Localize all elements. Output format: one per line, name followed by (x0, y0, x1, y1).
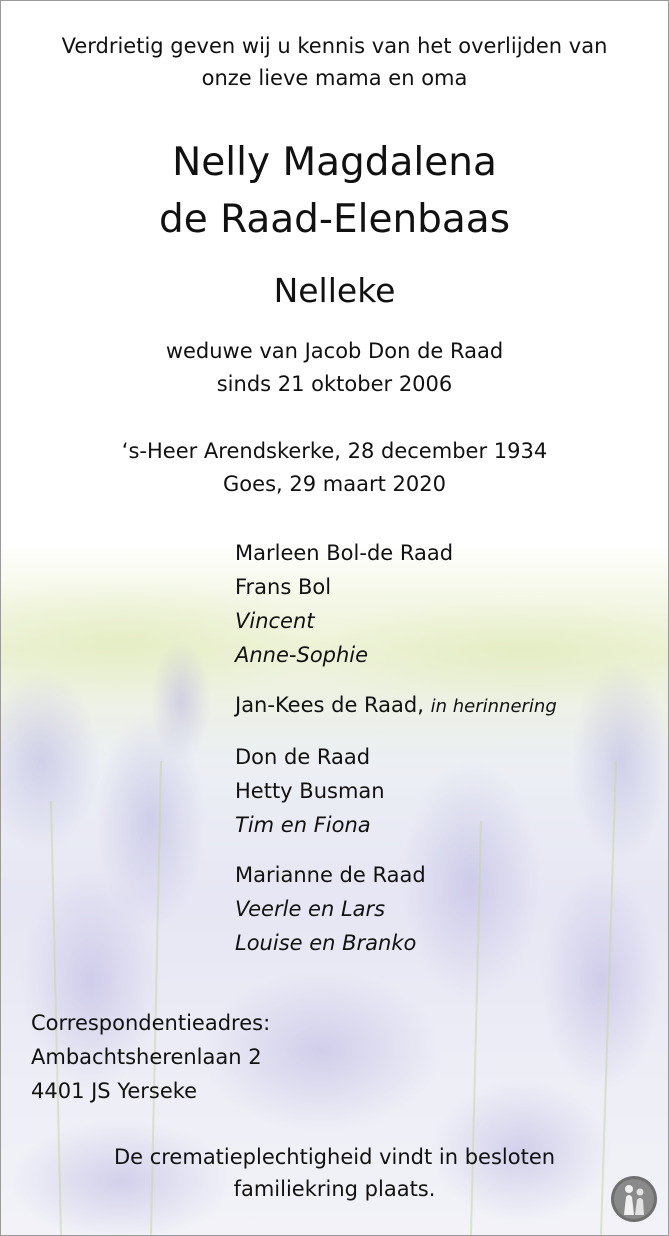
correspondence-address (31, 1006, 270, 1108)
family-member-in-memoriam (235, 688, 557, 724)
grandchild: Anne-Sophie (235, 643, 369, 667)
birth-place-date: ‘s-Heer Arendskerke, 28 december 1934 (121, 439, 548, 463)
widow-line-2: sinds 21 oktober 2006 (216, 372, 453, 396)
family-member: Frans Bol (235, 575, 332, 599)
memorial-logo-icon (610, 1175, 658, 1223)
nickname: Nelleke (273, 271, 396, 310)
first-names: Nelly Magdalena (172, 140, 497, 185)
closing-line-1: De crematieplechtigheid vindt in besloten (113, 1145, 556, 1169)
family-member: Marianne de Raad (235, 863, 426, 887)
widow-of (1, 335, 668, 401)
street-address: Ambachtsherenlaan 2 (31, 1045, 262, 1069)
family-member: Marleen Bol-de Raad (235, 541, 454, 565)
grandchild: Louise en Branko (235, 931, 417, 955)
deceased-name (1, 134, 668, 248)
intro-text (1, 30, 668, 94)
family-group-3 (235, 740, 557, 842)
closing-note (1, 1141, 668, 1205)
in-memoriam-note: in herinnering (430, 696, 557, 717)
postal-city: 4401 JS Yerseke (31, 1079, 198, 1103)
intro-line-1: Verdrietig geven wij u kennis van het overlijden van (61, 34, 608, 58)
grandchild: Tim en Fiona (235, 813, 371, 837)
family-member: Hetty Busman (235, 779, 385, 803)
family-group-4 (235, 858, 557, 960)
intro-line-2: onze lieve mama en oma (201, 66, 468, 90)
closing-line-2: familiekring plaats. (233, 1177, 436, 1201)
grandchild: Vincent (235, 609, 315, 633)
family-list (235, 536, 557, 976)
correspondence-label: Correspondentieadres: (31, 1011, 271, 1035)
family-member-name: Jan-Kees de Raad, (235, 693, 424, 717)
widow-line-1: weduwe van Jacob Don de Raad (165, 339, 504, 363)
death-place-date: Goes, 29 maart 2020 (223, 472, 446, 496)
grandchild: Veerle en Lars (235, 897, 386, 921)
family-group-2 (235, 688, 557, 724)
life-dates (1, 435, 668, 501)
family-member: Don de Raad (235, 745, 371, 769)
surname: de Raad-Elenbaas (158, 197, 511, 242)
family-group-1 (235, 536, 557, 672)
